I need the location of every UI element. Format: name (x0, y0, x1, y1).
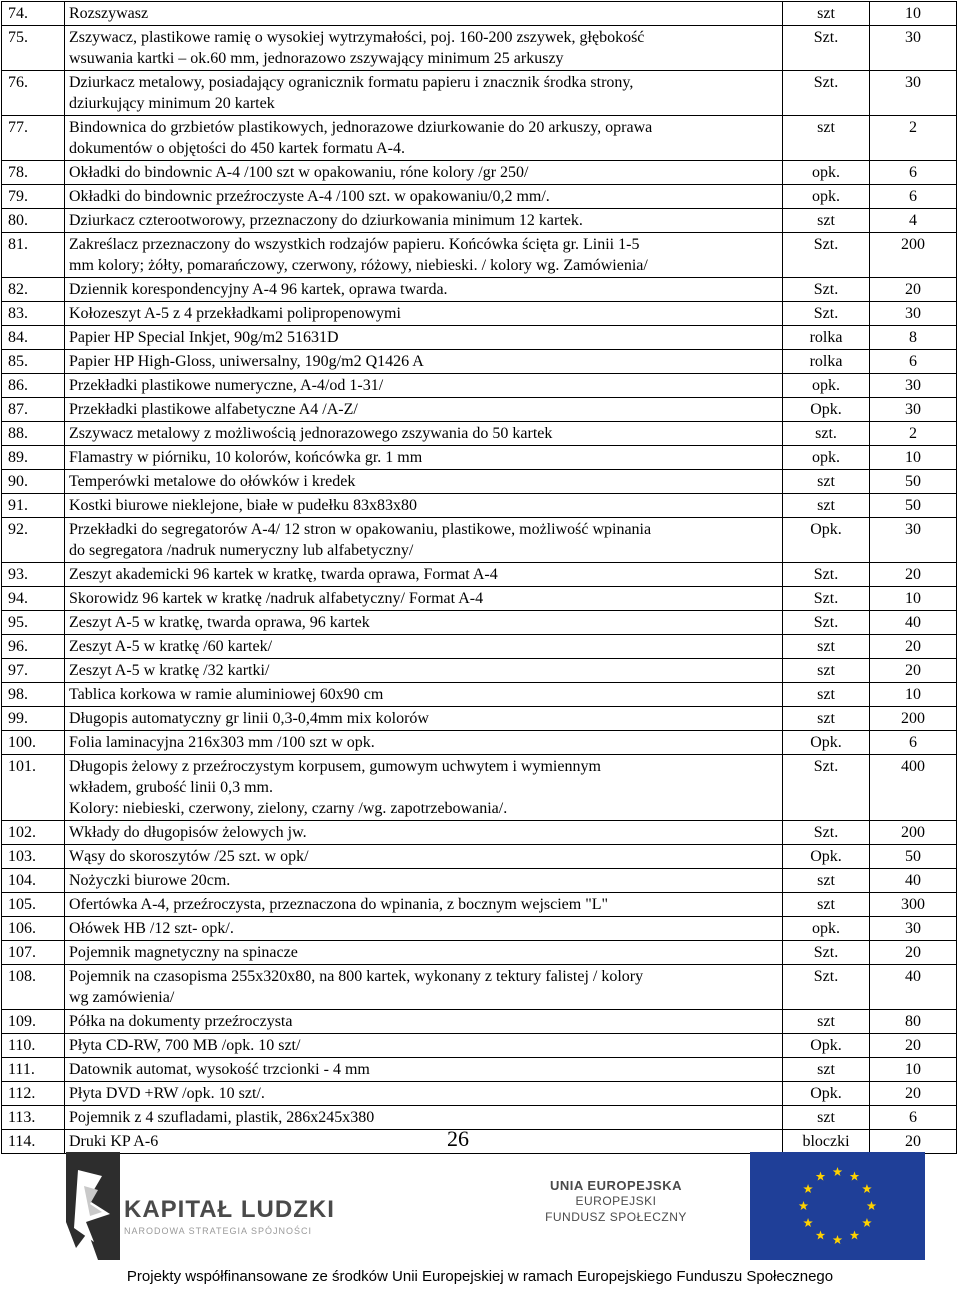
table-row (2, 398, 957, 422)
eu-name: UNIA EUROPEJSKA (550, 1178, 682, 1193)
eu-fund-line2: FUNDUSZ SPOŁECZNY (545, 1210, 687, 1224)
table-row (2, 1010, 957, 1034)
kapital-ludzki-logo (58, 1152, 338, 1262)
item-quantity: 40 (870, 869, 957, 893)
item-unit: Szt. (783, 278, 870, 302)
table-row (2, 446, 957, 470)
item-unit: Szt. (783, 26, 870, 71)
item-unit: rolka (783, 326, 870, 350)
item-description: Zszywacz metalowy z możliwością jednorazowego zszywania do 50 kartek (65, 422, 783, 446)
item-unit: Szt. (783, 965, 870, 1010)
table-row (2, 845, 957, 869)
item-number: 98. (2, 683, 65, 707)
item-quantity: 30 (870, 374, 957, 398)
item-number: 84. (2, 326, 65, 350)
item-number: 101. (2, 755, 65, 821)
item-unit: opk. (783, 374, 870, 398)
item-number: 80. (2, 209, 65, 233)
item-quantity: 40 (870, 611, 957, 635)
table-row (2, 209, 957, 233)
page-number: 26 (447, 1126, 469, 1151)
item-unit: Opk. (783, 518, 870, 563)
table-row (2, 917, 957, 941)
items-table-body (2, 2, 957, 1154)
footer-funding-note: Projekty współfinansowane ze środków Unii Europejskiej w ramach Europejskiego Funduszu Społecznego (126, 1268, 834, 1285)
item-unit: bloczki (783, 1130, 870, 1154)
item-number: 83. (2, 302, 65, 326)
item-number: 111. (2, 1058, 65, 1082)
item-number: 75. (2, 26, 65, 71)
item-number: 103. (2, 845, 65, 869)
item-quantity: 20 (870, 563, 957, 587)
item-unit: szt (783, 707, 870, 731)
table-row (2, 326, 957, 350)
item-description: Dziurkacz czterootworowy, przeznaczony do dziurkowania minimum 12 kartek. (65, 209, 783, 233)
table-row (2, 611, 957, 635)
item-description: Zakreślacz przeznaczony do wszystkich rodzajów papieru. Końcówka ścięta gr. Linii 1-5 mm kolory; żółty, pomarańczowy, czerwony, różowy, niebieski. / kolory wg. Zamówienia/ (65, 233, 783, 278)
item-quantity: 10 (870, 2, 957, 26)
item-number: 94. (2, 587, 65, 611)
item-description: Zeszyt A-5 w kratkę, twarda oprawa, 96 kartek (65, 611, 783, 635)
table-row (2, 1082, 957, 1106)
item-quantity: 30 (870, 302, 957, 326)
item-description: Folia laminacyjna 216x303 mm /100 szt w opk. (65, 731, 783, 755)
eu-fund-line1: EUROPEJSKI (575, 1194, 657, 1208)
item-description: Przekładki plastikowe alfabetyczne A4 /A-Z/ (65, 398, 783, 422)
item-quantity: 200 (870, 233, 957, 278)
item-number: 90. (2, 470, 65, 494)
item-number: 107. (2, 941, 65, 965)
item-number: 104. (2, 869, 65, 893)
item-number: 91. (2, 494, 65, 518)
item-quantity: 50 (870, 470, 957, 494)
kapital-ludzki-name: KAPITAŁ LUDZKI (124, 1196, 335, 1223)
item-quantity: 10 (870, 683, 957, 707)
item-description: Zeszyt akademicki 96 kartek w kratkę, twarda oprawa, Format A-4 (65, 563, 783, 587)
item-number: 106. (2, 917, 65, 941)
table-row (2, 587, 957, 611)
item-quantity: 6 (870, 161, 957, 185)
item-quantity: 10 (870, 587, 957, 611)
table-row (2, 683, 957, 707)
item-quantity: 50 (870, 845, 957, 869)
item-description: Papier HP High-Gloss, uniwersalny, 190g/m2 Q1426 A (65, 350, 783, 374)
table-row (2, 707, 957, 731)
item-quantity: 30 (870, 71, 957, 116)
item-quantity: 200 (870, 707, 957, 731)
item-unit: szt (783, 1106, 870, 1130)
item-number: 102. (2, 821, 65, 845)
table-row (2, 1058, 957, 1082)
item-quantity: 6 (870, 731, 957, 755)
table-row (2, 755, 957, 821)
item-quantity: 80 (870, 1010, 957, 1034)
item-quantity: 6 (870, 350, 957, 374)
eu-text-block (541, 1178, 691, 1225)
table-row (2, 2, 957, 26)
item-unit: szt (783, 494, 870, 518)
item-number: 82. (2, 278, 65, 302)
item-number: 74. (2, 2, 65, 26)
item-unit: Szt. (783, 755, 870, 821)
item-quantity: 6 (870, 1106, 957, 1130)
item-unit: szt (783, 2, 870, 26)
item-quantity: 200 (870, 821, 957, 845)
item-unit: Szt. (783, 821, 870, 845)
item-description: Tablica korkowa w ramie aluminiowej 60x90 cm (65, 683, 783, 707)
item-unit: szt (783, 470, 870, 494)
table-row (2, 965, 957, 1010)
eu-flag-icon (750, 1152, 925, 1260)
item-unit: Opk. (783, 1034, 870, 1058)
item-quantity: 4 (870, 209, 957, 233)
item-unit: szt (783, 683, 870, 707)
item-number: 110. (2, 1034, 65, 1058)
item-quantity: 30 (870, 26, 957, 71)
item-quantity: 6 (870, 185, 957, 209)
item-unit: szt (783, 635, 870, 659)
item-description: Dziurkacz metalowy, posiadający ogranicznik formatu papieru i znacznik środka strony, dziurkujący minimum 20 kartek (65, 71, 783, 116)
table-row (2, 518, 957, 563)
item-unit: Szt. (783, 233, 870, 278)
item-description: Przekładki plastikowe numeryczne, A-4/od 1-31/ (65, 374, 783, 398)
item-unit: Szt. (783, 302, 870, 326)
item-unit: opk. (783, 161, 870, 185)
item-number: 76. (2, 71, 65, 116)
item-quantity: 20 (870, 659, 957, 683)
item-description: Papier HP Special Inkjet, 90g/m2 51631D (65, 326, 783, 350)
item-number: 79. (2, 185, 65, 209)
table-row (2, 470, 957, 494)
item-number: 114. (2, 1130, 65, 1154)
item-description: Flamastry w piórniku, 10 kolorów, końcówka gr. 1 mm (65, 446, 783, 470)
item-quantity: 400 (870, 755, 957, 821)
item-number: 85. (2, 350, 65, 374)
item-description: Wkłady do długopisów żelowych jw. (65, 821, 783, 845)
table-row (2, 116, 957, 161)
item-quantity: 2 (870, 116, 957, 161)
item-unit: Szt. (783, 71, 870, 116)
table-row (2, 869, 957, 893)
item-description: Datownik automat, wysokość trzcionki - 4 mm (65, 1058, 783, 1082)
item-unit: Szt. (783, 611, 870, 635)
item-number: 108. (2, 965, 65, 1010)
item-quantity: 20 (870, 941, 957, 965)
item-number: 88. (2, 422, 65, 446)
item-quantity: 2 (870, 422, 957, 446)
item-description: Skorowidz 96 kartek w kratkę /nadruk alfabetyczny/ Format A-4 (65, 587, 783, 611)
item-number: 100. (2, 731, 65, 755)
item-unit: szt (783, 659, 870, 683)
table-row (2, 821, 957, 845)
item-description: Nożyczki biurowe 20cm. (65, 869, 783, 893)
item-unit: szt (783, 869, 870, 893)
table-row (2, 185, 957, 209)
item-unit: szt (783, 1058, 870, 1082)
item-description: Ołówek HB /12 szt- opk/. (65, 917, 783, 941)
item-number: 92. (2, 518, 65, 563)
item-description: Długopis żelowy z przeźroczystym korpusem, gumowym uchwytem i wymiennym wkładem, grubość linii 0,3 mm. Kolory: niebieski, czerwony, zielony, czarny /wg. zapotrzebowania/. (65, 755, 783, 821)
table-row (2, 302, 957, 326)
item-number: 87. (2, 398, 65, 422)
item-number: 81. (2, 233, 65, 278)
table-row (2, 71, 957, 116)
item-unit: szt (783, 116, 870, 161)
item-quantity: 300 (870, 893, 957, 917)
item-number: 97. (2, 659, 65, 683)
item-description: Długopis automatyczny gr linii 0,3-0,4mm mix kolorów (65, 707, 783, 731)
item-description: Wąsy do skoroszytów /25 szt. w opk/ (65, 845, 783, 869)
item-number: 78. (2, 161, 65, 185)
item-number: 89. (2, 446, 65, 470)
item-description: Temperówki metalowe do ołówków i kredek (65, 470, 783, 494)
item-unit: szt (783, 1010, 870, 1034)
eu-logo (535, 1152, 935, 1262)
table-row (2, 161, 957, 185)
item-description: Ofertówka A-4, przeźroczysta, przeznaczona do wpinania, z bocznym wejsciem "L" (65, 893, 783, 917)
table-row (2, 350, 957, 374)
item-description: Płyta CD-RW, 700 MB /opk. 10 szt/ (65, 1034, 783, 1058)
table-row (2, 941, 957, 965)
table-row (2, 374, 957, 398)
table-row (2, 635, 957, 659)
items-table (1, 1, 957, 1154)
item-quantity: 30 (870, 398, 957, 422)
item-unit: szt (783, 209, 870, 233)
item-description: Pojemnik z 4 szufladami, plastik, 286x245x380 (65, 1106, 783, 1130)
item-quantity: 8 (870, 326, 957, 350)
table-row (2, 893, 957, 917)
table-row (2, 659, 957, 683)
item-number: 105. (2, 893, 65, 917)
table-row (2, 731, 957, 755)
item-number: 112. (2, 1082, 65, 1106)
item-unit: rolka (783, 350, 870, 374)
item-quantity: 50 (870, 494, 957, 518)
kapital-ludzki-subtitle: NARODOWA STRATEGIA SPÓJNOŚCI (124, 1226, 313, 1236)
item-description: Półka na dokumenty przeźroczysta (65, 1010, 783, 1034)
item-unit: szt. (783, 422, 870, 446)
item-unit: opk. (783, 917, 870, 941)
item-description: Pojemnik magnetyczny na spinacze (65, 941, 783, 965)
item-unit: Opk. (783, 398, 870, 422)
item-quantity: 10 (870, 1058, 957, 1082)
item-description: Dziennik korespondencyjny A-4 96 kartek, oprawa twarda. (65, 278, 783, 302)
item-quantity: 20 (870, 1130, 957, 1154)
item-number: 113. (2, 1106, 65, 1130)
item-number: 77. (2, 116, 65, 161)
item-description: Płyta DVD +RW /opk. 10 szt/. (65, 1082, 783, 1106)
item-description: Kostki biurowe nieklejone, białe w pudełku 83x83x80 (65, 494, 783, 518)
item-quantity: 10 (870, 446, 957, 470)
item-unit: Szt. (783, 563, 870, 587)
item-description: Okładki do bindownic A-4 /100 szt w opakowaniu, róne kolory /gr 250/ (65, 161, 783, 185)
item-unit: Szt. (783, 587, 870, 611)
item-unit: opk. (783, 185, 870, 209)
item-number: 99. (2, 707, 65, 731)
item-quantity: 20 (870, 278, 957, 302)
table-row (2, 422, 957, 446)
item-description: Okładki do bindownic przeźroczyste A-4 /100 szt. w opakowaniu/0,2 mm/. (65, 185, 783, 209)
item-description: Rozszywasz (65, 2, 783, 26)
item-description: Zeszyt A-5 w kratkę /60 kartek/ (65, 635, 783, 659)
item-description: Kołozeszyt A-5 z 4 przekładkami polipropenowymi (65, 302, 783, 326)
item-description: Zszywacz, plastikowe ramię o wysokiej wytrzymałości, poj. 160-200 zszywek, głębokość wsuwania kartki – ok.60 mm, jednorazowo zszywający minimum 25 arkuszy (65, 26, 783, 71)
kapital-ludzki-emblem-icon (58, 1152, 124, 1262)
item-unit: opk. (783, 446, 870, 470)
table-row (2, 563, 957, 587)
item-unit: Opk. (783, 845, 870, 869)
table-row (2, 1034, 957, 1058)
item-unit: szt (783, 893, 870, 917)
item-quantity: 20 (870, 635, 957, 659)
item-unit: Opk. (783, 731, 870, 755)
item-quantity: 40 (870, 965, 957, 1010)
item-description: Bindownica do grzbietów plastikowych, jednorazowe dziurkowanie do 20 arkuszy, oprawa dokumentów o objętości do 450 kartek formatu A-4. (65, 116, 783, 161)
table-row (2, 278, 957, 302)
item-description: Przekładki do segregatorów A-4/ 12 stron w opakowaniu, plastikowe, możliwość wpinania do segregatora /nadruk numeryczny lub alfabetyczny/ (65, 518, 783, 563)
item-description: Pojemnik na czasopisma 255x320x80, na 800 kartek, wykonany z tektury falistej / kolory wg zamówienia/ (65, 965, 783, 1010)
item-description: Zeszyt A-5 w kratkę /32 kartki/ (65, 659, 783, 683)
item-description: Druki KP A-6 (65, 1130, 783, 1154)
item-quantity: 30 (870, 917, 957, 941)
item-unit: Opk. (783, 1082, 870, 1106)
item-quantity: 20 (870, 1034, 957, 1058)
item-unit: Szt. (783, 941, 870, 965)
item-number: 93. (2, 563, 65, 587)
item-quantity: 20 (870, 1082, 957, 1106)
item-number: 86. (2, 374, 65, 398)
item-number: 109. (2, 1010, 65, 1034)
table-row (2, 233, 957, 278)
table-row (2, 26, 957, 71)
item-quantity: 30 (870, 518, 957, 563)
table-row (2, 494, 957, 518)
item-number: 96. (2, 635, 65, 659)
item-number: 95. (2, 611, 65, 635)
